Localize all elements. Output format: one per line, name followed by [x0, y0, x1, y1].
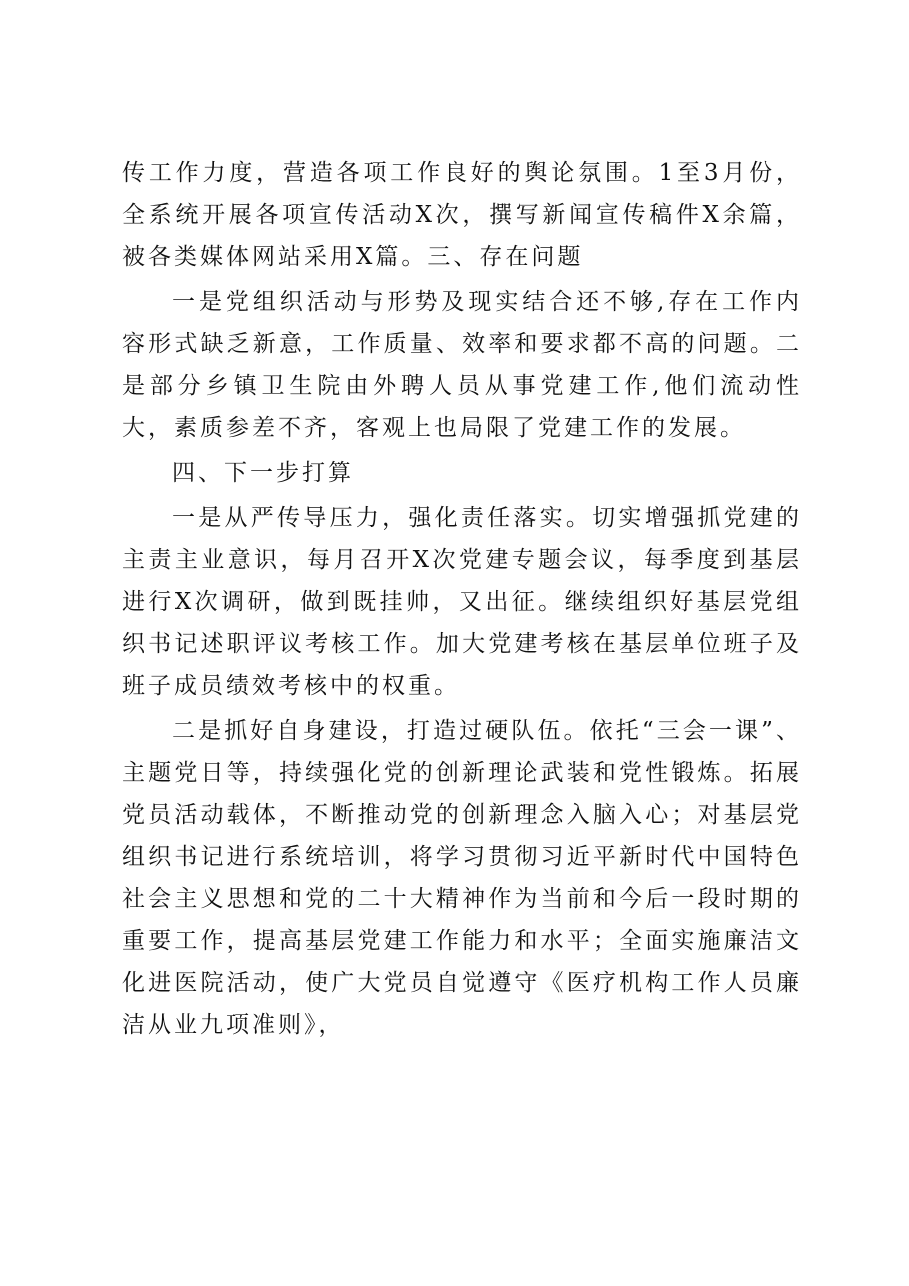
section-heading-next-steps: 四、下一步打算 [172, 460, 354, 486]
paragraph-existing-problems: 一是党组织活动与形势及现实结合还不够,存在工作内容形式缺乏新意，工作质量、效率和要求都不高的问题。二是部分乡镇卫生院由外聘人员从事党建工作,他们流动性大，素质参差不齐，客观上也局限了党建工作的发展。 [122, 289, 802, 441]
paragraph-responsibility: 一是从严传导压力，强化责任落实。切实增强抓党建的主责主业意识，每月召开X次党建专题会议，每季度到基层进行X次调研，做到既挂帅，又出征。继续组织好基层党组织书记述职评议考核工作。加大党建考核在基层单位班子及班子成员绩效考核中的权重。 [122, 505, 802, 699]
paragraph-publicity-and-problems: 传工作力度，营造各项工作良好的舆论氛围。1至3月份，全系统开展各项宣传活动X次，撰写新闻宣传稿件X余篇，被各类媒体网站采用X篇。三、存在问题 [122, 160, 802, 270]
paragraph-team-building: 二是抓好自身建设，打造过硬队伍。依托“三会一课”、主题党日等，持续强化党的创新理论武装和党性锻炼。拓展党员活动载体，不断推动党的创新理念入脑入心；对基层党组织书记进行系统培训，将学习贯彻习近平新时代中国特色社会主义思想和党的二十大精神作为当前和今后一段时期的重要工作，提高基层党建工作能力和水平；全面实施廉洁文化进医院活动，使广大党员自觉遵守《医疗机构工作人员廉洁从业九项准则》， [122, 718, 802, 1038]
document-body [122, 152, 802, 1046]
